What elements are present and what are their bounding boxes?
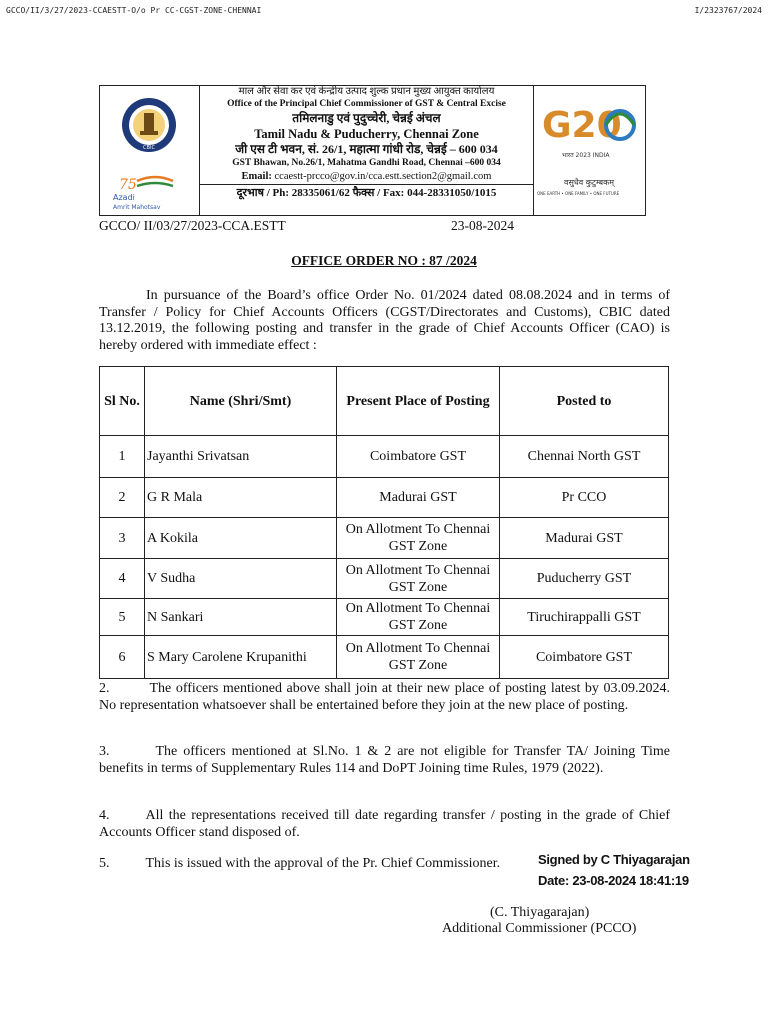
svg-text:75: 75 (119, 177, 137, 193)
header-sl: Sl No. (100, 367, 145, 436)
posting-table (99, 366, 669, 679)
table-row: 2 G R Mala Madurai GST Pr CCO (100, 478, 669, 518)
letterhead-text (200, 86, 533, 201)
office-name-hindi: माल और सेवा कर एवं केन्द्रीय उत्पाद शुल्क प्रधान मुख्य आयुक्त कार्यालय (238, 86, 495, 97)
svg-text:CBIC: CBIC (143, 145, 155, 151)
email-line: Email: ccaestt-prcco@gov.in/cca.estt.section2@gmail.com (241, 171, 492, 182)
table-row: 4 V Sudha On Allotment To Chennai GST Zone Puducherry GST (100, 559, 669, 599)
svg-text:Amrit Mahotsav: Amrit Mahotsav (113, 204, 161, 211)
letterhead-right-logo (533, 85, 646, 216)
zone-name: Tamil Nadu & Puducherry, Chennai Zone (254, 127, 479, 141)
svg-text:ONE EARTH • ONE FAMILY • ONE F: ONE EARTH • ONE FAMILY • ONE FUTURE (537, 191, 620, 196)
g20-logo-icon (534, 85, 646, 215)
letterhead-left-logo (99, 85, 200, 216)
table-row: 3 A Kokila On Allotment To Chennai GST Zone Madurai GST (100, 518, 669, 559)
signatory-name: (C. Thiyagarajan) (490, 905, 590, 920)
table-row: 1 Jayanthi Srivatsan Coimbatore GST Chennai North GST (100, 436, 669, 478)
cbic-emblem-icon (99, 85, 199, 215)
email-link[interactable]: ccaestt-prcco@gov.in/cca.estt.section2@gmail.com (274, 171, 492, 182)
digital-signature-date: Date: 23-08-2024 18:41:19 (538, 873, 689, 888)
table-row: 6 S Mary Carolene Krupanithi On Allotment To Chennai GST Zone Coimbatore GST (100, 636, 669, 679)
document-number: I/2323767/2024 (694, 6, 762, 15)
paragraph-3: 3. The officers mentioned at Sl.No. 1 & 2 are not eligible for Transfer TA/ Joining Time benefits in terms of Supplementary Rules 114 and DoPT Joining time Rules, 1979 (2022). (99, 744, 670, 776)
paragraph-4: 4. All the representations received till date regarding transfer / posting in the grade of Chief Accounts Officer stand disposed of. (99, 808, 670, 840)
paragraph-2: 2. The officers mentioned above shall join at their new place of posting latest by 03.09.2024. No representation whatsoever shall be entertained before they join at the new place of posting. (99, 681, 670, 713)
svg-text:वसुधैव कुटुम्बकम्: वसुधैव कुटुम्बकम् (564, 178, 615, 187)
phone-line: दूरभाष / Ph: 28335061/62 फैक्स / Fax: 044-28331050/1015 (200, 184, 533, 201)
intro-paragraph: In pursuance of the Board’s office Order No. 01/2024 dated 08.08.2024 and in terms of Transfer / Policy for Chief Accounts Officers (CGST/Directorates and Customs), CBIC dated 13.12.2019, the following posting and transfer in the grade of Chief Accounts Officer (CAO) is hereby ordered with immediate effect : (99, 288, 670, 353)
svg-text:G20: G20 (542, 105, 622, 146)
table-row: 5 N Sankari On Allotment To Chennai GST Zone Tiruchirappalli GST (100, 599, 669, 636)
header-posted: Posted to (500, 367, 669, 436)
svg-text:भारत 2023 INDIA: भारत 2023 INDIA (562, 152, 610, 159)
digital-signature-name: Signed by C Thiyagarajan (538, 852, 690, 867)
header-name: Name (Shri/Smt) (145, 367, 337, 436)
address-hindi: जी एस टी भवन, सं. 26/1, महात्मा गांधी रोड, चेन्नई – 600 034 (235, 142, 498, 156)
paragraph-5: 5. This is issued with the approval of the Pr. Chief Commissioner. (99, 856, 501, 871)
document-id: GCCO/II/3/27/2023-CCAESTT-O/o Pr CC-CGST-ZONE-CHENNAI (6, 6, 262, 15)
office-name: Office of the Principal Chief Commissioner of GST & Central Excise (227, 99, 506, 109)
header-present: Present Place of Posting (337, 367, 500, 436)
order-title: OFFICE ORDER NO : 87 /2024 (291, 253, 477, 268)
order-date: 23-08-2024 (451, 218, 514, 233)
address: GST Bhawan, No.26/1, Mahatma Gandhi Road, Chennai –600 034 (232, 158, 501, 168)
table-header-row (100, 367, 669, 436)
file-number: GCCO/ II/03/27/2023-CCA.ESTT (99, 218, 286, 233)
zone-name-hindi: तमिलनाडु एवं पुदुच्चेरी, चेन्नई अंचल (292, 111, 441, 125)
signatory-designation: Additional Commissioner (PCCO) (442, 921, 637, 936)
svg-text:Azadi: Azadi (113, 193, 135, 202)
